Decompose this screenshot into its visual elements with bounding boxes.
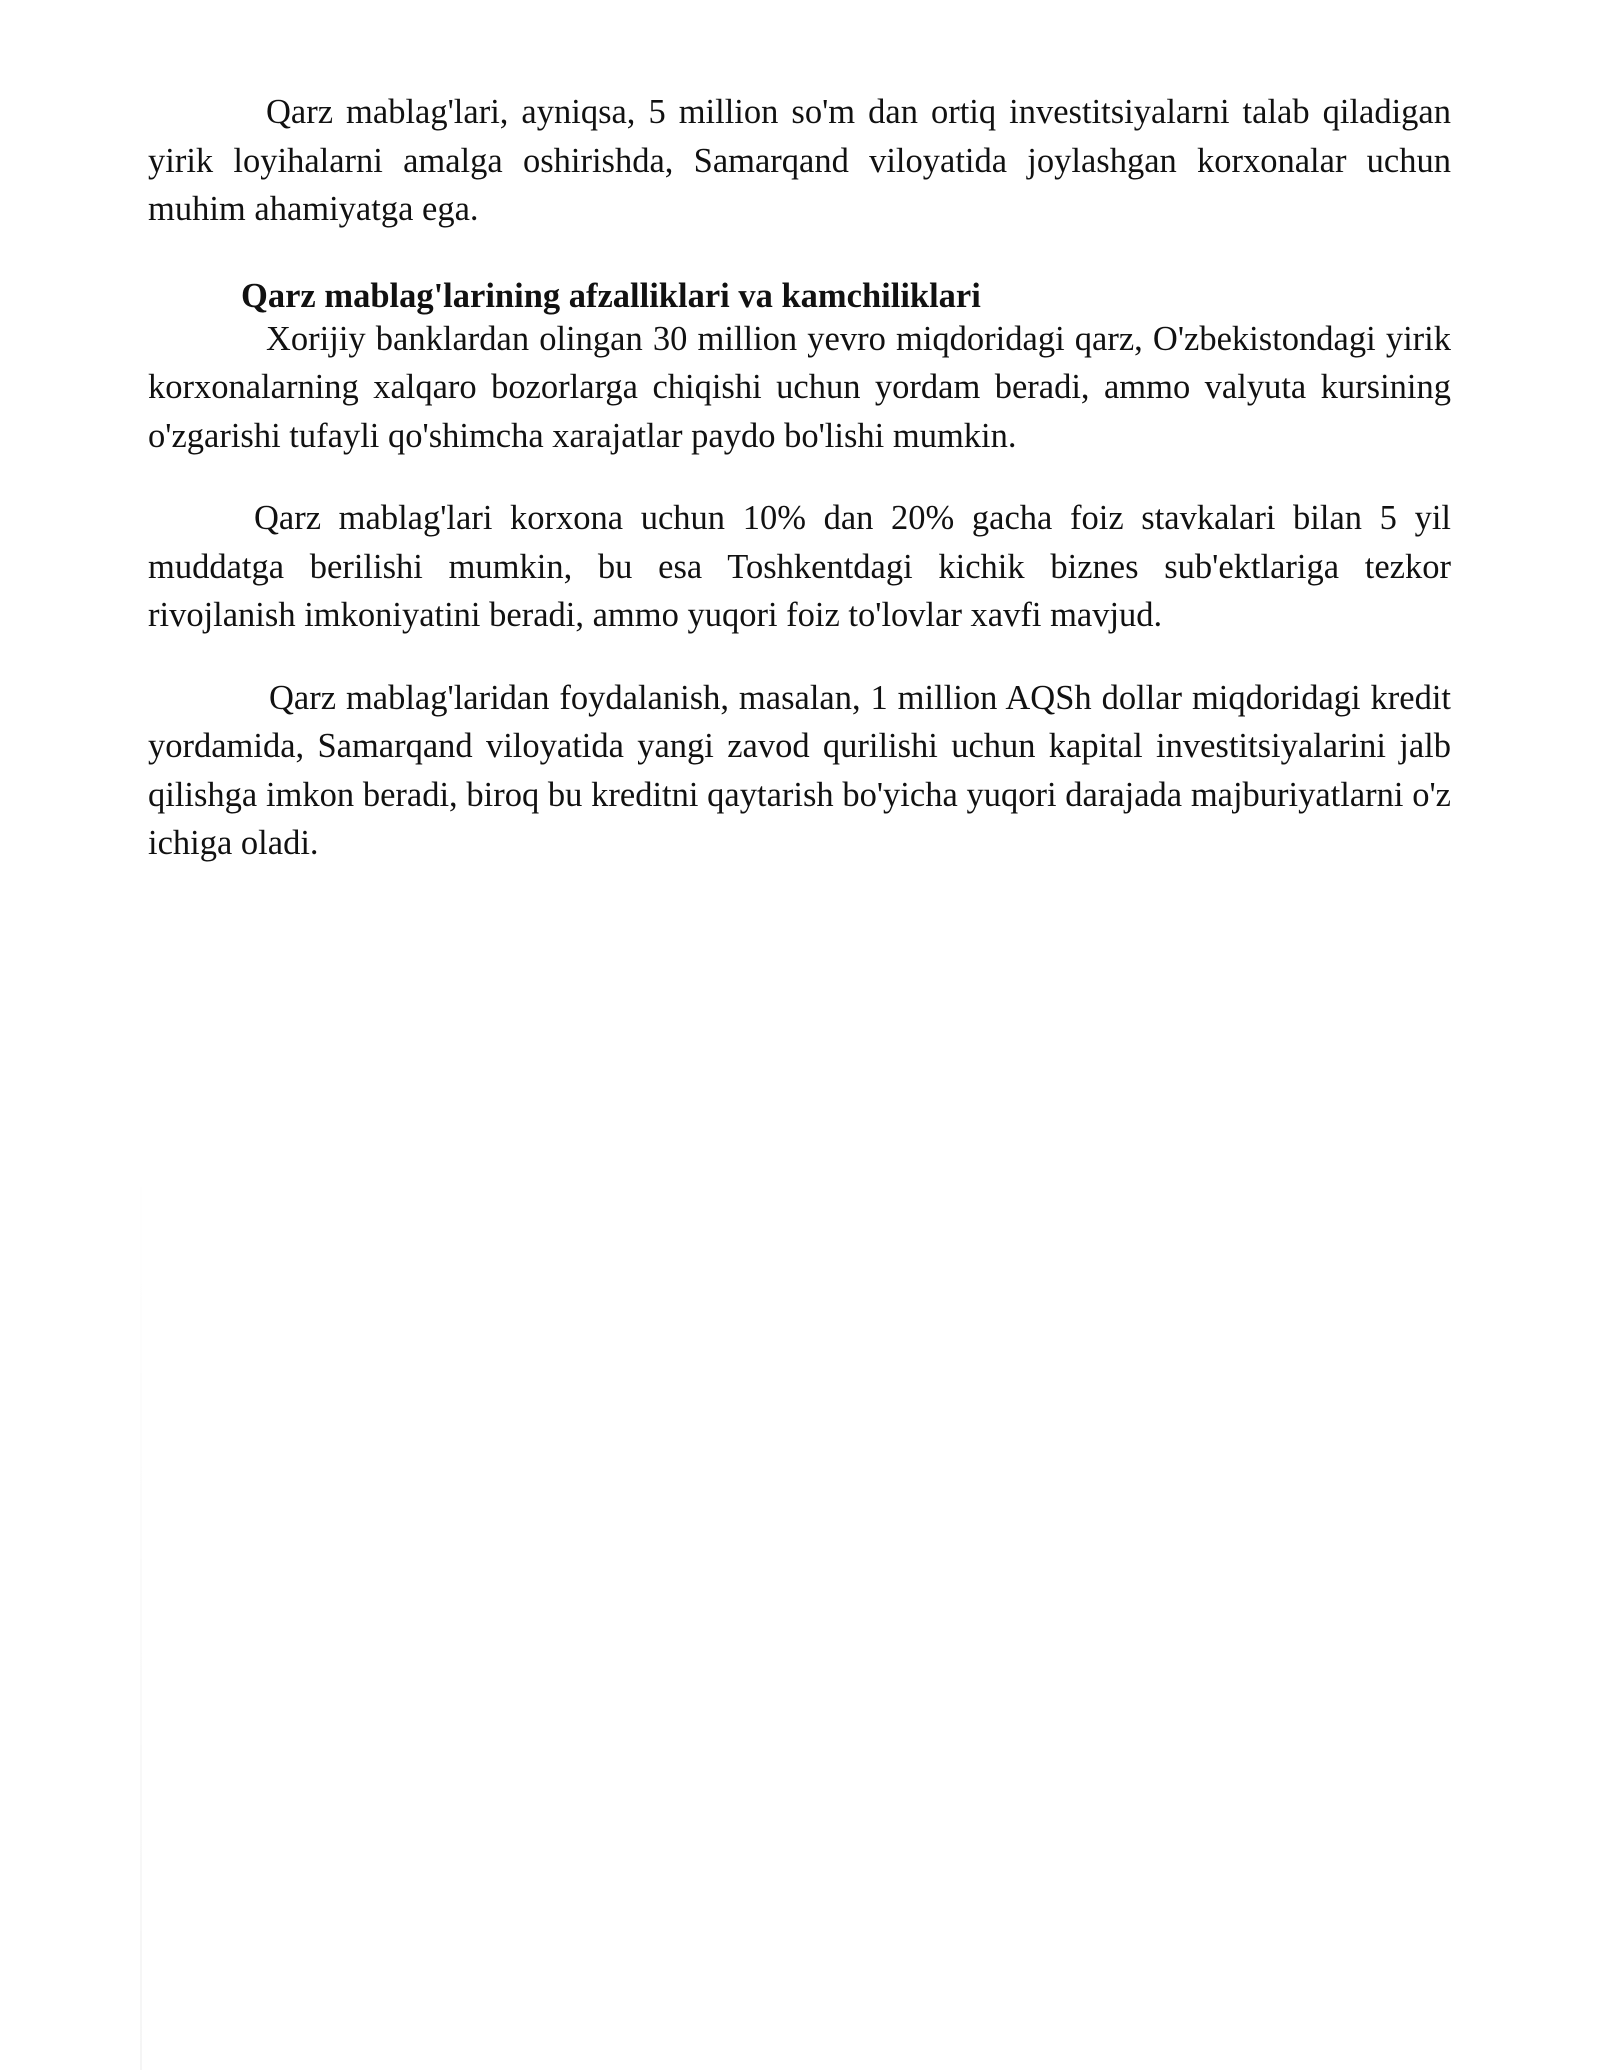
paragraph-credit-usage: Qarz mablag'laridan foydalanish, masalan, 1 million AQSh dollar miqdoridagi kredit yordamida, Samarqand viloyatida yangi zavod qurilishi uchun kapital investitsiyalarini jalb qilishga imkon beradi, biroq bu kreditni qaytarish bo'yicha yuqori darajada majburiyatlarni o'z ichiga oladi.: [148, 678, 1451, 862]
paragraph-interest-rates: Qarz mablag'lari korxona uchun 10% dan 20% gacha foiz stavkalari bilan 5 yil muddatga berilishi mumkin, bu esa Toshkentdagi kichik biznes sub'ektlariga tezkor rivojlanish imkoniyatini beradi, ammo yuqori foiz to'lovlar xavfi mavjud.: [148, 499, 1451, 634]
page-edge-shadow: [140, 1140, 142, 2070]
section-heading: Qarz mablag'larining afzalliklari va kamchiliklari: [241, 276, 981, 315]
paragraph-intro: Qarz mablag'lari, ayniqsa, 5 million so'm dan ortiq investitsiyalarni talab qiladigan yirik loyihalarni amalga oshirishda, Samarqand viloyatida joylashgan korxonalar uchun muhim ahamiyatga ega.: [148, 93, 1451, 228]
document-body: [148, 88, 1451, 868]
paragraph-foreign-loan: Xorijiy banklardan olingan 30 million yevro miqdoridagi qarz, O'zbekistondagi yirik korxonalarning xalqaro bozorlarga chiqishi uchun yordam beradi, ammo valyuta kursining o'zgarishi tufayli qo'shimcha xarajatlar paydo bo'lishi mumkin.: [148, 319, 1451, 455]
